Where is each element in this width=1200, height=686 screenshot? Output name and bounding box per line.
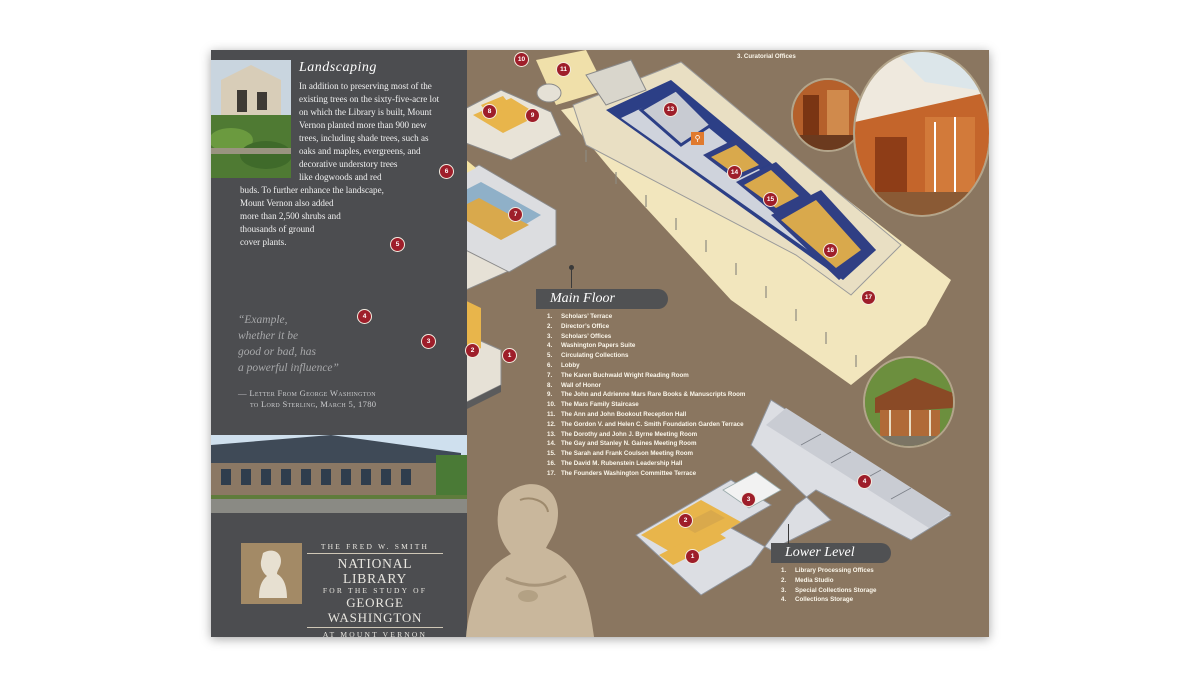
attribution-line: — Letter From George Washington <box>238 388 376 398</box>
logo-line: GEORGE WASHINGTON <box>327 595 423 625</box>
logo-line: AT MOUNT VERNON <box>322 630 428 637</box>
legend-item: 11. The Ann and John Bookout Reception Hall <box>547 410 687 418</box>
legend-item: 15. The Sarah and Frank Coulson Meeting Room <box>547 450 694 458</box>
text-line: like dogwoods and red <box>299 172 382 182</box>
marker-16: 16 <box>823 243 838 258</box>
text-line: existing trees on the sixty-five-acre lot <box>299 94 440 104</box>
quote <box>238 312 398 376</box>
lower-level-label: Lower Level <box>771 543 891 563</box>
marker-10: 10 <box>514 52 529 67</box>
main-floor-label: Main Floor <box>536 289 668 309</box>
text-line: cover plants. <box>240 237 287 247</box>
staircase-10 <box>537 84 561 102</box>
quote-line: good or bad, has <box>238 346 316 358</box>
marker-2: 2 <box>465 343 480 358</box>
legend-item: 8. Wall of Honor <box>547 381 601 389</box>
library-name <box>307 542 443 637</box>
upper-level-partial-item: 3. Curatorial Offices <box>737 53 796 60</box>
landscaping-title: Landscaping <box>299 60 377 75</box>
legend-item: 12. The Gordon V. and Helen C. Smith Foundation Garden Terrace <box>547 420 744 428</box>
text-line: buds. To further enhance the landscape, <box>240 185 384 195</box>
main-floor-pointer-dot <box>569 265 574 270</box>
quote-line: “Example, <box>238 314 288 326</box>
lower-marker-2: 2 <box>678 513 693 528</box>
marker-1: 1 <box>502 348 517 363</box>
legend-item: 3. Scholars’ Offices <box>547 332 612 340</box>
text-line: on which the Library is built, Mount <box>299 107 432 117</box>
marker-15: 15 <box>763 192 778 207</box>
logo-line: FOR THE STUDY OF <box>322 586 428 595</box>
quote-attribution <box>238 388 376 410</box>
marker-8: 8 <box>482 104 497 119</box>
legend-item: 3. Special Collections Storage <box>781 586 877 594</box>
text-line: oaks and maples, evergreens, and <box>299 146 421 156</box>
lower-level-legend <box>781 566 877 605</box>
text-line: trees, including shade trees, such as <box>299 133 429 143</box>
legend-item: 10. The Mars Family Staircase <box>547 401 639 409</box>
marker-5: 5 <box>390 237 405 252</box>
marker-4: 4 <box>357 309 372 324</box>
legend-item: 9. The John and Adrienne Mars Rare Books & Manuscripts Room <box>547 391 746 399</box>
main-floor-pointer <box>571 268 572 288</box>
legend-item: 7. The Karen Buchwald Wright Reading Room <box>547 371 689 379</box>
lower-marker-3: 3 <box>741 492 756 507</box>
text-line: more than 2,500 shrubs and <box>240 211 341 221</box>
lower-marker-1: 1 <box>685 549 700 564</box>
lower-marker-4: 4 <box>857 474 872 489</box>
legend-item: 1. Library Processing Offices <box>781 567 874 574</box>
marker-9: 9 <box>525 108 540 123</box>
legend-item: 4. Washington Papers Suite <box>547 342 636 350</box>
quote-line: whether it be <box>238 330 299 342</box>
quote-line: a powerful influence” <box>238 362 339 374</box>
marker-6: 6 <box>439 164 454 179</box>
hall-interior-photo <box>853 50 989 217</box>
marker-11: 11 <box>556 62 571 77</box>
legend-item: 13. The Dorothy and John J. Byrne Meeting Room <box>547 430 698 438</box>
legend-item: 2. Director’s Office <box>547 322 610 330</box>
marker-7: 7 <box>508 207 523 222</box>
logo-line: NATIONAL LIBRARY <box>337 556 413 586</box>
attribution-line: to Lord Sterling, March 5, 1780 <box>250 399 377 409</box>
text-line: Mount Vernon also added <box>240 198 334 208</box>
marker-17: 17 <box>861 290 876 305</box>
legend-item: 17. The Founders Washington Committee Terrace <box>547 469 697 477</box>
pavilion-photo <box>863 356 955 448</box>
brochure-spread <box>211 50 989 637</box>
legend-item: 2. Media Studio <box>781 576 834 584</box>
lower-level-pointer <box>788 524 789 544</box>
landscaping-photo <box>211 60 291 178</box>
legend-item: 6. Lobby <box>547 361 580 369</box>
restroom-icon: ⚲ <box>691 132 704 145</box>
logo-line: THE FRED W. SMITH <box>320 542 430 551</box>
marker-14: 14 <box>727 165 742 180</box>
legend-item: 16. The David M. Rubenstein Leadership Hall <box>547 459 683 467</box>
text-line: In addition to preserving most of the <box>299 81 432 91</box>
washington-silhouette-logo <box>241 543 302 604</box>
legend-item: 14. The Gay and Stanley N. Gaines Meeting Room <box>547 440 697 448</box>
library-building-photo <box>211 435 467 513</box>
main-floor-legend <box>547 312 745 479</box>
legend-item: 1. Scholars’ Terrace <box>547 313 613 320</box>
washington-bust-image <box>466 478 596 637</box>
legend-item: 4. Collections Storage <box>781 596 854 604</box>
marker-3: 3 <box>421 334 436 349</box>
text-line: Vernon planted more than 900 new <box>299 120 427 130</box>
text-line: thousands of ground <box>240 224 315 234</box>
text-line: decorative understory trees <box>299 159 398 169</box>
marker-13: 13 <box>663 102 678 117</box>
legend-item: 5. Circulating Collections <box>547 352 629 360</box>
